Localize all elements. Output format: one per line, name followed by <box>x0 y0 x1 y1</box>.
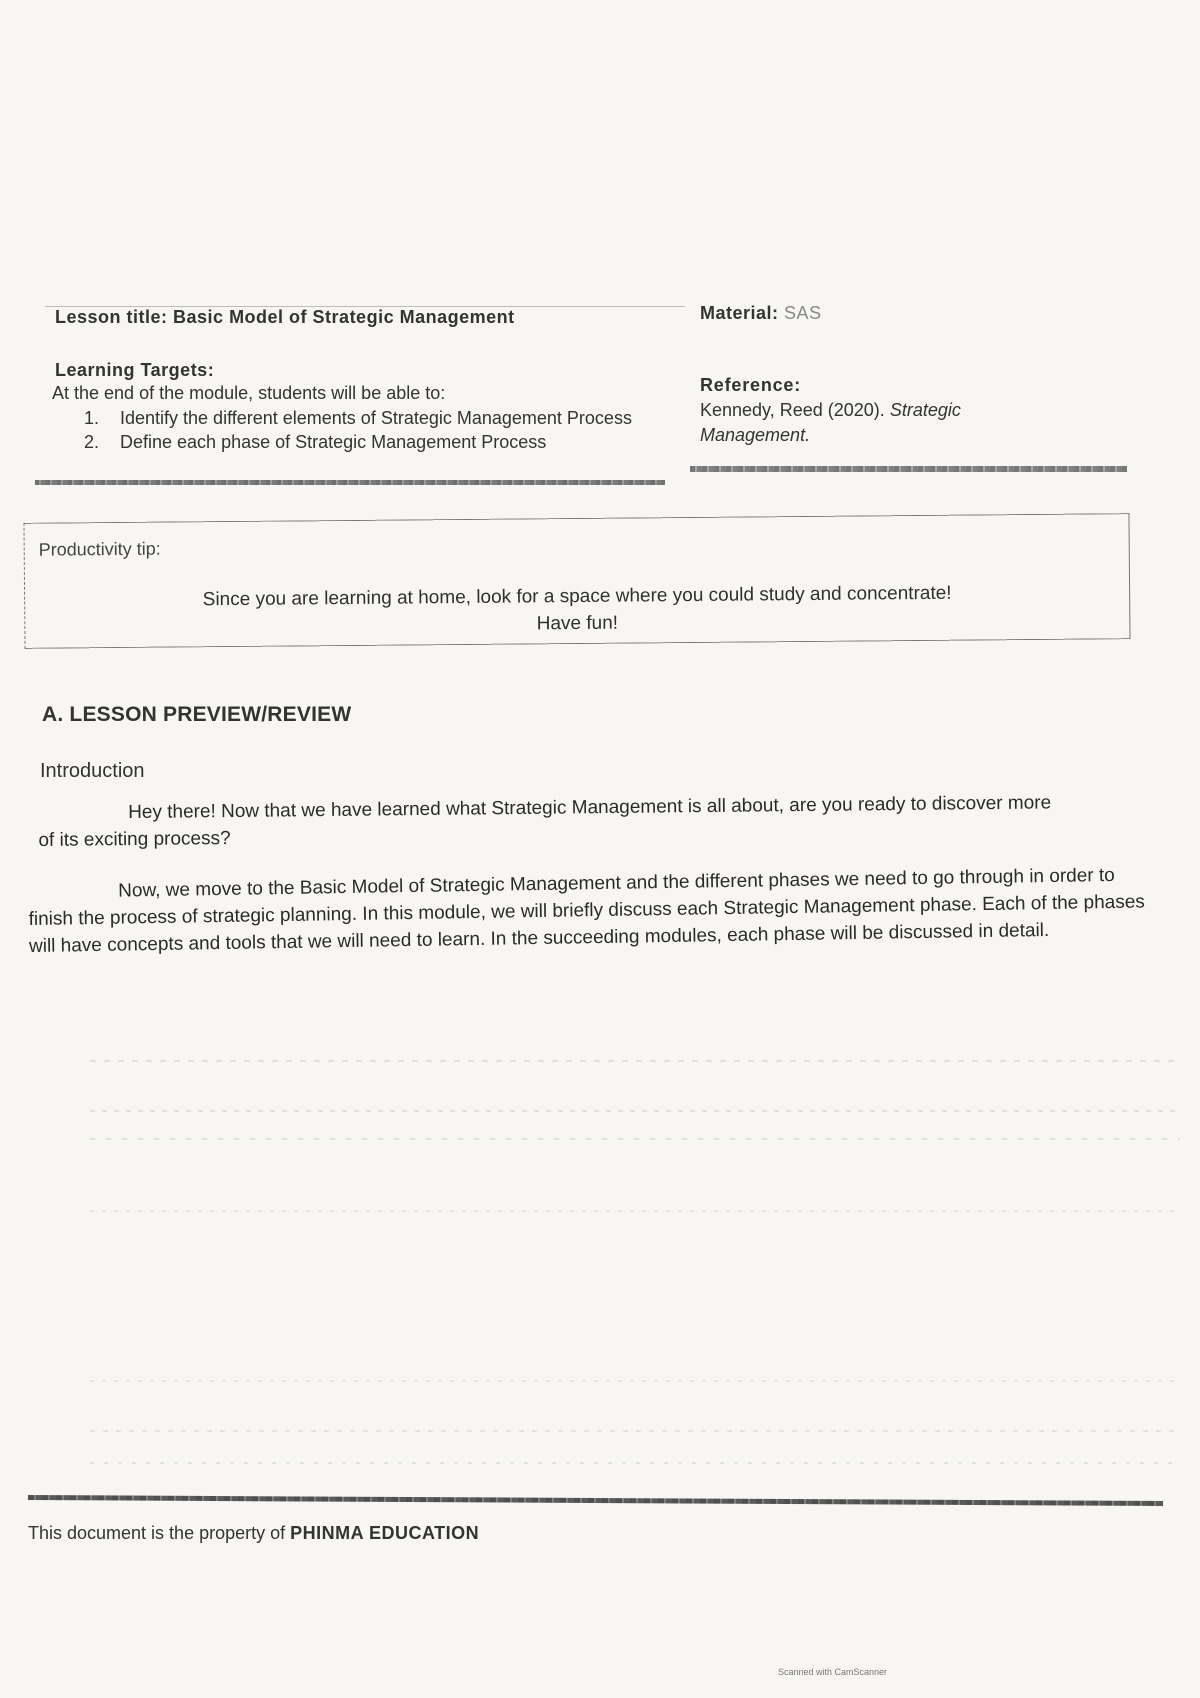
reference-title: Strategic Management. <box>700 400 961 445</box>
reference-body <box>700 398 1040 448</box>
productivity-tip-title: Productivity tip: <box>38 538 161 560</box>
list-item-number: 2. <box>84 432 100 452</box>
footer <box>28 1523 479 1544</box>
productivity-tip-line1: Since you are learning at home, look for a space where you could study and concentrate! <box>202 582 952 611</box>
footer-prefix: This document is the property of <box>28 1523 286 1543</box>
productivity-tip-box <box>23 513 1130 649</box>
intro-paragraph-2: Now, we move to the Basic Model of Strategic Management and the different phases we need to go through in order to finish the process of strategic planning. In this module, we will briefly discuss each Strategic Management phase. Each of the phases will have concepts and tools that we will need to learn. In the succeeding modules, each phase will be discussed in detail. <box>28 864 1145 957</box>
scan-noise <box>90 1462 1180 1464</box>
list-item <box>84 430 664 454</box>
material-value: SAS <box>784 303 822 323</box>
footer-rule <box>28 1495 1163 1506</box>
list-item <box>84 406 664 430</box>
scan-noise <box>90 1380 1180 1382</box>
material-label: Material: <box>700 303 779 323</box>
list-item-text: Identify the different elements of Strategic Management Process <box>120 408 632 428</box>
introduction-heading: Introduction <box>40 760 145 782</box>
list-item-number: 1. <box>84 408 100 428</box>
list-item-text: Define each phase of Strategic Management Process <box>120 432 547 452</box>
learning-targets-list <box>84 406 664 454</box>
scan-noise <box>90 1430 1180 1432</box>
scan-noise <box>90 1110 1180 1112</box>
section-heading: A. LESSON PREVIEW/REVIEW <box>42 703 352 726</box>
intro-paragraph-1: Hey there! Now that we have learned what Strategic Management is all about, are you ready to discover more of its exciting process? <box>38 792 1052 851</box>
material <box>700 303 822 324</box>
learning-targets-heading: Learning Targets: <box>55 360 215 380</box>
reference-heading: Reference: <box>700 375 802 395</box>
lesson-title-value: Basic Model of Strategic Management <box>173 307 515 327</box>
scan-noise <box>90 1138 1180 1140</box>
footer-brand: PHINMA EDUCATION <box>290 1523 480 1543</box>
divider-right <box>690 466 1127 472</box>
scan-noise <box>90 1060 1180 1062</box>
lesson-title-label: Lesson title: <box>55 307 168 327</box>
reference-authors: Kennedy, Reed (2020). <box>700 400 885 420</box>
productivity-tip-line2: Have fun! <box>536 612 619 635</box>
scan-watermark: Scanned with CamScanner <box>778 1667 888 1677</box>
scan-noise <box>90 1210 1180 1212</box>
divider-left <box>35 480 665 485</box>
lesson-title <box>55 307 515 328</box>
learning-targets-intro: At the end of the module, students will be able to: <box>52 383 446 403</box>
productivity-tip-body <box>25 578 1129 642</box>
